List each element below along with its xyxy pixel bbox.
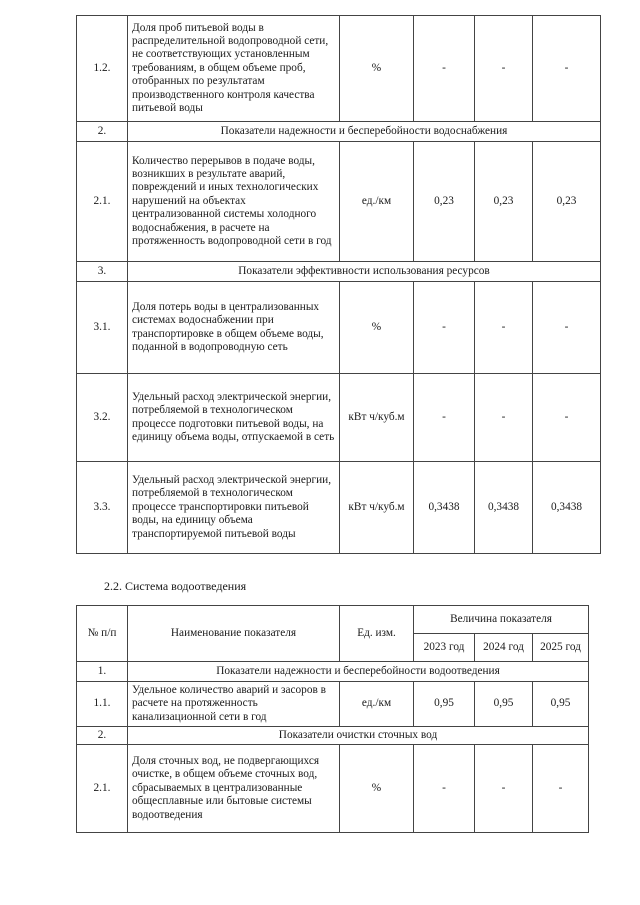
value-2023: - (414, 745, 475, 833)
value-2023: - (414, 374, 475, 462)
section-title: Показатели эффективности использования ресурсов (128, 262, 601, 282)
section-row (77, 662, 589, 682)
header-row (77, 606, 589, 634)
unit-cell: кВт ч/куб.м (340, 462, 414, 554)
indicator-name: Доля проб питьевой воды в распределительной водопроводной сети, не соответствующих установленным требованиям, в общем объеме проб, отобранных по результатам производственного контроля качества питьевой воды (128, 16, 340, 122)
indicator-name: Удельный расход электрической энергии, потребляемой в технологическом процессе подготовки питьевой воды, на единицу объема воды, отпускаемой в сеть (128, 374, 340, 462)
section-title: Показатели надежности и бесперебойности водоснабжения (128, 122, 601, 142)
unit-cell: % (340, 16, 414, 122)
indicator-name: Удельное количество аварий и засоров в расчете на протяженность канализационной сети в год (128, 682, 340, 727)
section-row (77, 727, 589, 745)
table-row (77, 374, 601, 462)
header-year-2023: 2023 год (414, 634, 475, 662)
value-2025: 0,95 (533, 682, 589, 727)
unit-cell: кВт ч/куб.м (340, 374, 414, 462)
value-2024: - (475, 374, 533, 462)
value-2025: - (533, 16, 601, 122)
table-row (77, 682, 589, 727)
row-number: 1.1. (77, 682, 128, 727)
row-number: 3.3. (77, 462, 128, 554)
value-2024: - (475, 282, 533, 374)
section-title: Показатели очистки сточных вод (128, 727, 589, 745)
section-number: 3. (77, 262, 128, 282)
row-number: 2.1. (77, 745, 128, 833)
header-year-2025: 2025 год (533, 634, 589, 662)
water-supply-indicators-table (76, 15, 601, 554)
header-unit: Ед. изм. (340, 606, 414, 662)
value-2023: - (414, 16, 475, 122)
value-2024: 0,23 (475, 142, 533, 262)
table-row (77, 142, 601, 262)
section-row (77, 262, 601, 282)
value-2024: - (475, 16, 533, 122)
unit-cell: ед./км (340, 142, 414, 262)
table-row (77, 745, 589, 833)
value-2023: 0,23 (414, 142, 475, 262)
unit-cell: ед./км (340, 682, 414, 727)
section-row (77, 122, 601, 142)
value-2023: 0,3438 (414, 462, 475, 554)
row-number: 2.1. (77, 142, 128, 262)
value-2025: 0,3438 (533, 462, 601, 554)
indicator-name: Доля сточных вод, не подвергающихся очистке, в общем объеме сточных вод, сбрасываемых в централизованные общесплавные или бытовые системы водоотведения (128, 745, 340, 833)
section-title: Показатели надежности и бесперебойности водоотведения (128, 662, 589, 682)
unit-cell: % (340, 745, 414, 833)
indicator-name: Удельный расход электрической энергии, потребляемой в технологическом процессе транспортировки питьевой воды, на единицу объема транспортируемой питьевой воды (128, 462, 340, 554)
table-row (77, 462, 601, 554)
section-number: 2. (77, 727, 128, 745)
value-2025: - (533, 282, 601, 374)
indicator-name: Количество перерывов в подаче воды, возникших в результате аварий, повреждений и иных технологических нарушений на объектах централизованной системы холодного водоснабжения, в расчете на протяженность водопроводной сети в год (128, 142, 340, 262)
section-number: 2. (77, 122, 128, 142)
header-number: № п/п (77, 606, 128, 662)
value-2024: 0,95 (475, 682, 533, 727)
value-2023: - (414, 282, 475, 374)
table-row (77, 16, 601, 122)
indicator-name: Доля потерь воды в централизованных системах водоснабжении при транспортировке в общем объеме воды, поданной в водопроводную сеть (128, 282, 340, 374)
value-2025: 0,23 (533, 142, 601, 262)
value-2024: - (475, 745, 533, 833)
header-value-group: Величина показателя (414, 606, 589, 634)
section-caption: 2.2. Система водоотведения (104, 579, 247, 593)
header-name: Наименование показателя (128, 606, 340, 662)
row-number: 3.2. (77, 374, 128, 462)
unit-cell: % (340, 282, 414, 374)
value-2024: 0,3438 (475, 462, 533, 554)
value-2023: 0,95 (414, 682, 475, 727)
row-number: 3.1. (77, 282, 128, 374)
row-number: 1.2. (77, 16, 128, 122)
section-number: 1. (77, 662, 128, 682)
value-2025: - (533, 374, 601, 462)
table-row (77, 282, 601, 374)
wastewater-indicators-table (76, 605, 589, 833)
value-2025: - (533, 745, 589, 833)
header-year-2024: 2024 год (475, 634, 533, 662)
